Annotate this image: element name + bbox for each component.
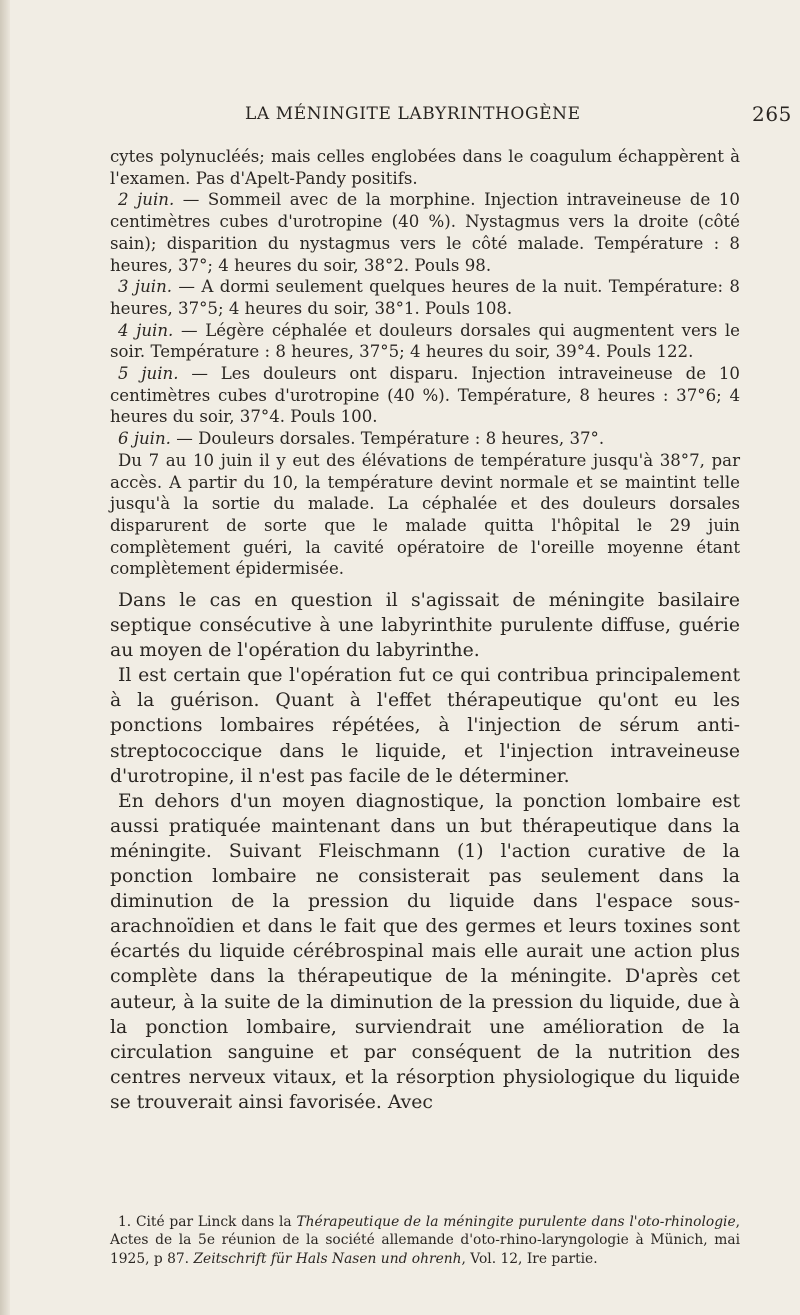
case-note bbox=[110, 276, 740, 319]
footnote-marker: 1. bbox=[118, 1214, 132, 1230]
case-notes-block bbox=[110, 146, 740, 580]
case-note bbox=[110, 428, 740, 450]
running-title: LA MÉNINGITE LABYRINTHOGÈNE bbox=[245, 104, 581, 124]
footnote-text: , Vol. 12, Ire partie. bbox=[461, 1250, 598, 1267]
footnote-title: Thérapeutique de la méningite purulente dans l'oto-rhinologie bbox=[296, 1214, 736, 1230]
case-note-date: 2 juin. bbox=[118, 190, 175, 210]
footnote bbox=[110, 1213, 740, 1268]
case-note-text: — Douleurs dorsales. Température : 8 heures, 37°. bbox=[170, 429, 605, 449]
case-note-text: — A dormi seulement quelques heures de la nuit. Température: 8 heures, 37°5; 4 heures du soir, 38°1. Pouls 108. bbox=[110, 277, 740, 318]
case-note-text: cytes polynucléés; mais celles englobées dans le coagulum échappèrent à l'examen. Pas d'Apelt-Pandy positifs. bbox=[110, 147, 740, 188]
case-note bbox=[110, 189, 740, 276]
case-note bbox=[110, 146, 740, 189]
page-binding-edge bbox=[0, 0, 10, 1315]
case-note bbox=[110, 363, 740, 428]
case-note bbox=[110, 450, 740, 580]
case-note-date: 4 juin. bbox=[118, 320, 174, 340]
case-note-text: — Sommeil avec de la morphine. Injection intraveineuse de 10 centimètres cubes d'urotropine (40 %). Nystagmus vers la droite (côté sain); disparition du nystagmus vers le côté malade. Température : 8 heures, 37°; 4 heures du soir, 38°2. Pouls 98. bbox=[110, 190, 740, 275]
case-note-date: 3 juin. bbox=[118, 277, 173, 297]
page-number: 265 bbox=[752, 102, 792, 126]
case-note-date: 5 juin. bbox=[118, 364, 179, 384]
body-paragraph: Il est certain que l'opération fut ce qui contribua principalement à la guérison. Quant à l'effet thérapeutique qu'ont eu les ponctions lombaires répétées, à l'injection de sérum anti-streptococcique dans le liquide, et l'injection intraveineuse d'urotropine, il n'est pas facile de le déterminer. bbox=[110, 665, 740, 787]
case-note bbox=[110, 320, 740, 363]
main-text bbox=[110, 588, 740, 1115]
body-paragraph: Dans le cas en question il s'agissait de méningite basilaire septique consécutive à une labyrinthite purulente diffuse, guérie au moyen de l'opération du labyrinthe. bbox=[110, 590, 740, 662]
footnote-journal: Zeitschrift für Hals Nasen und ohrenh bbox=[193, 1250, 462, 1267]
body-paragraph: En dehors d'un moyen diagnostique, la ponction lombaire est aussi pratiquée maintenant dans un but thérapeutique dans la méningite. Suivant Fleischmann (1) l'action curative de la ponction lombaire ne consisterait pas seulement dans la diminution de la pression du liquide dans l'espace sous-arachnoïdien et dans le fait que des germes et leurs toxines sont écartés du liquide cérébrospinal mais elle aurait une action plus complète dans la thérapeutique de la méningite. D'après cet auteur, à la suite de la diminution de la pression du liquide, due à la ponction lombaire, surviendrait une amélioration de la circulation sanguine et par conséquent de la nutrition des centres nerveux vitaux, et la résorption physiologique du liquide se trouverait ainsi favorisée. Avec bbox=[110, 790, 740, 1113]
case-note-date: 6 juin. bbox=[118, 429, 171, 449]
case-note-text: — Légère céphalée et douleurs dorsales qui augmentent vers le soir. Température : 8 heures, 37°5; 4 heures du soir, 39°4. Pouls 122. bbox=[110, 320, 740, 362]
footnote-text: , Actes de la 5e réunion de la société allemande d'oto-rhino-laryngologie à Münich, mai 1925, p 87. bbox=[110, 1214, 740, 1267]
case-note-text: Du 7 au 10 juin il y eut des élévations de température jusqu'à 38°7, par accès. A partir du 10, la température devint normale et se maintint telle jusqu'à la sortie du malade. La céphalée et des douleurs dorsales disparurent de sorte que le malade quitta l'hôpital le 29 juin complètement guéri, la cavité opératoire de l'oreille moyenne étant complètement épidermisée. bbox=[110, 450, 740, 579]
footnote-paragraph bbox=[110, 1213, 740, 1268]
case-note-text: — Les douleurs ont disparu. Injection intraveineuse de 10 centimètres cubes d'urotropine (40 %). Température, 8 heures : 37°6; 4 heures du soir, 37°4. Pouls 100. bbox=[110, 364, 740, 427]
footnote-text: Cité par Linck dans la bbox=[131, 1214, 297, 1230]
